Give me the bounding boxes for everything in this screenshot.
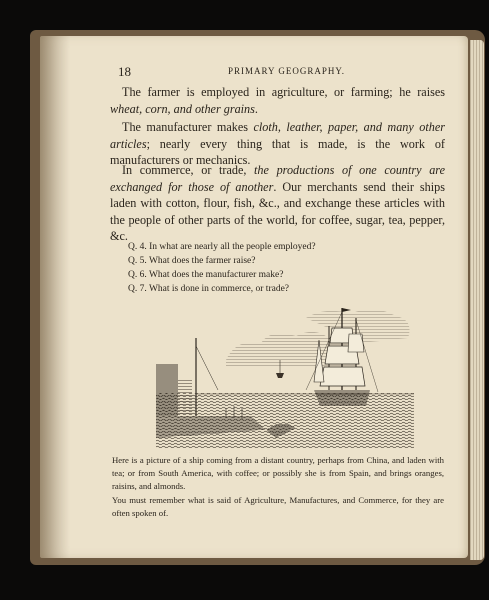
paragraph-manufactures: The manufacturer makes cloth, leather, paper, and many other articles; nearly every thing that is made, is the work of manufacturers or mechanics.: [110, 120, 445, 167]
question-6: Q. 6. What does the manufacturer make?: [128, 270, 284, 280]
closing-remark: You must remember what is said of Agriculture, Manufactures, and Commerce, for they are often spoken of.: [112, 495, 444, 518]
illustration-caption: Here is a picture of a ship coming from a distant country, perhaps from China, and laden with tea; or from South America, with coffee; or possibly she is from Spain, and brings oranges, raisins, and almonds.: [112, 455, 444, 491]
page-edges: [470, 40, 484, 560]
page-header: [110, 60, 445, 79]
paragraph-commerce: In commerce, or trade, the productions of one country are exchanged for those of another. Our merchants send their ships laden with cotton, flour, fish, &c., and exchange these articles with the people of other parts of the world, for coffee, sugar, tea, pepper, &c.: [110, 163, 445, 243]
running-head: PRIMARY GEOGRAPHY.: [228, 66, 346, 76]
spine-shadow: [40, 36, 70, 558]
question-4: Q. 4. In what are nearly all the people employed?: [128, 242, 316, 252]
ship-engraving: [156, 298, 414, 448]
question-5: Q. 5. What does the farmer raise?: [128, 256, 256, 266]
page-number: 18: [118, 64, 131, 79]
paragraph-agriculture: The farmer is employed in agriculture, or farming; he raises wheat, corn, and other grains.: [110, 85, 445, 116]
question-7: Q. 7. What is done in commerce, or trade?: [128, 284, 290, 294]
